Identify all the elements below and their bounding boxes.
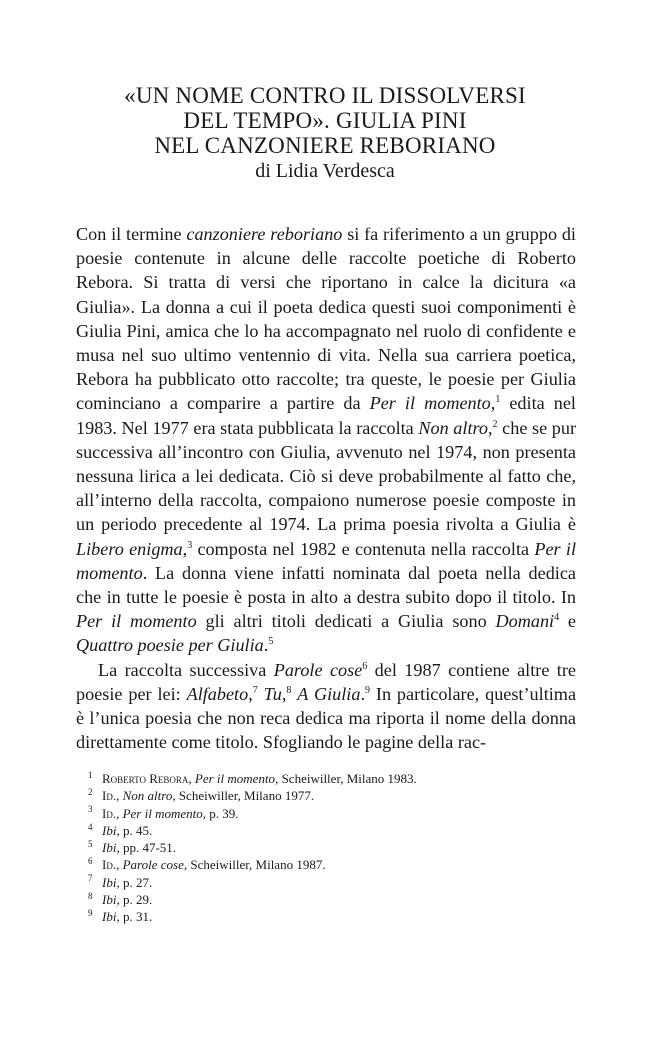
body-paragraph-1: Con il termine canzoniere reboriano si fa riferimento a un gruppo di poesie contenute in alcune delle raccolte poetiche di Roberto Rebora. Si tratta di versi che riportano in calce la dicitura «a Giulia». La donna a cui il poeta dedica questi suoi componimenti è Giulia Pini, amica che lo ha accompagnato nel ruolo di confidente e musa nel suo ultimo ventennio di vita. Nella sua carriera poetica, Rebora ha pubblicato otto raccolte; tra queste, le poesie per Giulia cominciano a comparire a partire da Per il momento,$^1$ edita nel 1983. Nel 1977 era stata pubblicata la raccolta Non altro,$^2$ che se pur successiva all’incontro con Giulia, avvenuto nel 1974, non presenta nessuna lirica a lei dedicata. Ciò si deve probabilmente al fatto che, all’interno della raccolta, compaiono numerose poesie composte in un periodo precedente al 1974. La prima poesia rivolta a Giulia è Libero enigma,$^3$ composta nel 1982 e contenuta nella raccolta Per il momento. La donna viene infatti nominata dal poeta nella dedica che in tutte le poesie è posta in alto a destra subito dopo il titolo. In Per il momento gli altri titoli dedicati a Giulia sono Domani$^4$ e Quattro poesie per Giulia.$^5$: [76, 224, 577, 656]
footnote: 8 Ibi, p. 29.: [88, 890, 153, 908]
footnote-rest: , Scheiwiller, Milano 1977.: [172, 788, 315, 804]
footnote: 9 Ibi, p. 31.: [88, 908, 153, 925]
text-run: Con il termine: [76, 224, 187, 244]
footnote-work: Per il momento: [194, 771, 276, 786]
footnote-sep: ,: [116, 788, 123, 804]
text-run: si fa riferimento a un gruppo di poesie contenute in alcune delle raccolte poetiche di Roberto Rebora. Si tratta di versi che riportano in calce la dicitura «a Giulia». La donna a cui il poeta dedica questi suoi componimenti è Giulia Pini, amica che lo ha accompagnato nel ruolo di confidente e musa nel suo ultimo ventennio di vita. Nella sua carriera poetica, Rebora ha pubblicato otto raccolte; tra queste, le poesie per Giulia cominciano a comparire a partire da: [76, 224, 576, 414]
article-author: di Lidia Verdesca: [255, 160, 395, 182]
article-title-line-1: «UN NOME CONTRO IL DISSOLVERSI: [124, 83, 526, 108]
text-run: La raccolta successiva: [98, 659, 274, 680]
footnote: 4 Ibi, p. 45.: [88, 821, 153, 838]
footnote-sep: ,: [188, 771, 195, 786]
work-title: Per il momento: [369, 393, 491, 414]
footnote-sep: ,: [116, 805, 123, 821]
footnote-work: Ibi: [102, 909, 117, 925]
article-body: [76, 222, 576, 754]
footnote-work: Ibi: [102, 874, 117, 890]
text-run: . La donna viene infatti nominata dal poeta nella dedica che in tutte le poesie è posta in alto a destra subito dopo il titolo. In: [76, 562, 576, 608]
italic-term: canzoniere reboriano: [186, 224, 343, 244]
text-run: del 1987 contiene altre tre poesie per lei:: [76, 659, 576, 704]
footnote-author: Id.: [102, 805, 117, 821]
work-title: Alfabeto: [186, 683, 249, 704]
text-run: gli altri titoli dedicati a Giulia sono: [196, 611, 496, 632]
text-run: edita nel 1983. Nel 1977 era stata pubblicata la raccolta: [76, 393, 576, 438]
footnote-sep: ,: [116, 857, 123, 873]
footnote-ref-5: 5: [268, 636, 274, 648]
footnotes-section: [88, 770, 568, 926]
footnote-ref-6: 6: [362, 660, 368, 672]
footnote-ref-2: 2: [492, 418, 498, 430]
footnote-rest: , p. 45.: [116, 822, 153, 838]
work-title: Per il momento: [76, 611, 197, 632]
footnote-rest: , p. 39.: [202, 805, 239, 821]
footnote-author: Roberto Rebora: [102, 771, 189, 786]
footnote-ref-3: 3: [187, 539, 193, 551]
work-title: Non altro: [418, 417, 488, 438]
footnote-ref-9: 9: [365, 684, 370, 696]
text-run: .: [263, 635, 269, 656]
footnote-work: Non altro: [122, 788, 173, 804]
footnote-work: Parole cose: [122, 857, 184, 873]
footnote: 1 Roberto Rebora, Per il momento, Scheiwiller, Milano 1983.: [88, 769, 417, 786]
footnote-ref-4: 4: [554, 612, 560, 624]
footnote-rest: , p. 27.: [116, 874, 153, 890]
text-run: In particolare, quest’ultima è l’unica poesia che non reca dedica ma riporta il nome della donna direttamente come titolo. Sfogliando le pagine della rac-: [76, 683, 577, 753]
body-paragraph-2: La raccolta successiva Parole cose$^6$ del 1987 contiene altre tre poesie per lei: Alfabeto,$^7$ Tu,$^8$ A Giulia.$^9$ In particolare, quest’ultima è l’unica poesia che non reca dedica ma riporta il nome della donna direttamente come titolo. Sfogliando le pagine della rac-: [76, 659, 577, 753]
footnote-work: Ibi: [102, 840, 117, 856]
footnote: 5 Ibi, pp. 47-51.: [88, 838, 177, 856]
footnote-work: Ibi: [102, 822, 117, 838]
article-title-line-2: DEL TEMPO». GIULIA PINI: [183, 108, 467, 133]
footnote-rest: , Scheiwiller, Milano 1983.: [275, 771, 417, 786]
text-run: composta nel 1982 e contenuta nella raccolta: [192, 538, 535, 559]
footnote: 6 Id., Parole cose, Scheiwiller, Milano 1987.: [88, 856, 326, 873]
text-run: .: [360, 683, 365, 704]
work-title: Quattro poesie per Giulia: [76, 635, 264, 656]
footnote-work: Ibi: [102, 892, 117, 908]
footnote: 2 Id., Non altro, Scheiwiller, Milano 1977.: [88, 786, 315, 804]
footnote: 7 Ibi, p. 27.: [88, 873, 153, 890]
work-title: A Giulia: [297, 683, 361, 704]
work-title: Per il momento: [76, 538, 576, 583]
footnote-rest: , pp. 47-51.: [116, 840, 177, 856]
footnote: 3 Id., Per il momento, p. 39.: [88, 804, 239, 821]
footnote-rest: , p. 31.: [116, 909, 153, 925]
footnote-ref-8: 8: [286, 684, 292, 696]
work-title: Libero enigma: [76, 538, 183, 559]
article-title-line-3: NEL CANZONIERE REBORIANO: [154, 133, 496, 158]
footnote-rest: , Scheiwiller, Milano 1987.: [183, 857, 326, 873]
footnote-author: Id.: [102, 788, 117, 804]
footnote-ref-7: 7: [252, 684, 258, 696]
footnote-work: Per il momento: [122, 805, 203, 821]
footnote-rest: , p. 29.: [116, 892, 153, 908]
footnote-author: Id.: [102, 857, 117, 873]
work-title: Parole cose: [273, 659, 363, 680]
work-title: Tu: [263, 683, 282, 704]
article-title-block: [60, 83, 590, 184]
text-run: e: [559, 611, 576, 632]
text-run: che se pur successiva all’incontro con Giulia, avvenuto nel 1974, non presenta nessuna lirica a lei dedicata. Ciò si deve probabilmente al fatto che, all’interno della raccolta, compaiono numerose poesie composte in un periodo precedente al 1974. La prima poesia rivolta a Giulia è: [76, 417, 577, 535]
work-title: Domani: [495, 611, 555, 632]
footnote-ref-1: 1: [495, 394, 501, 406]
